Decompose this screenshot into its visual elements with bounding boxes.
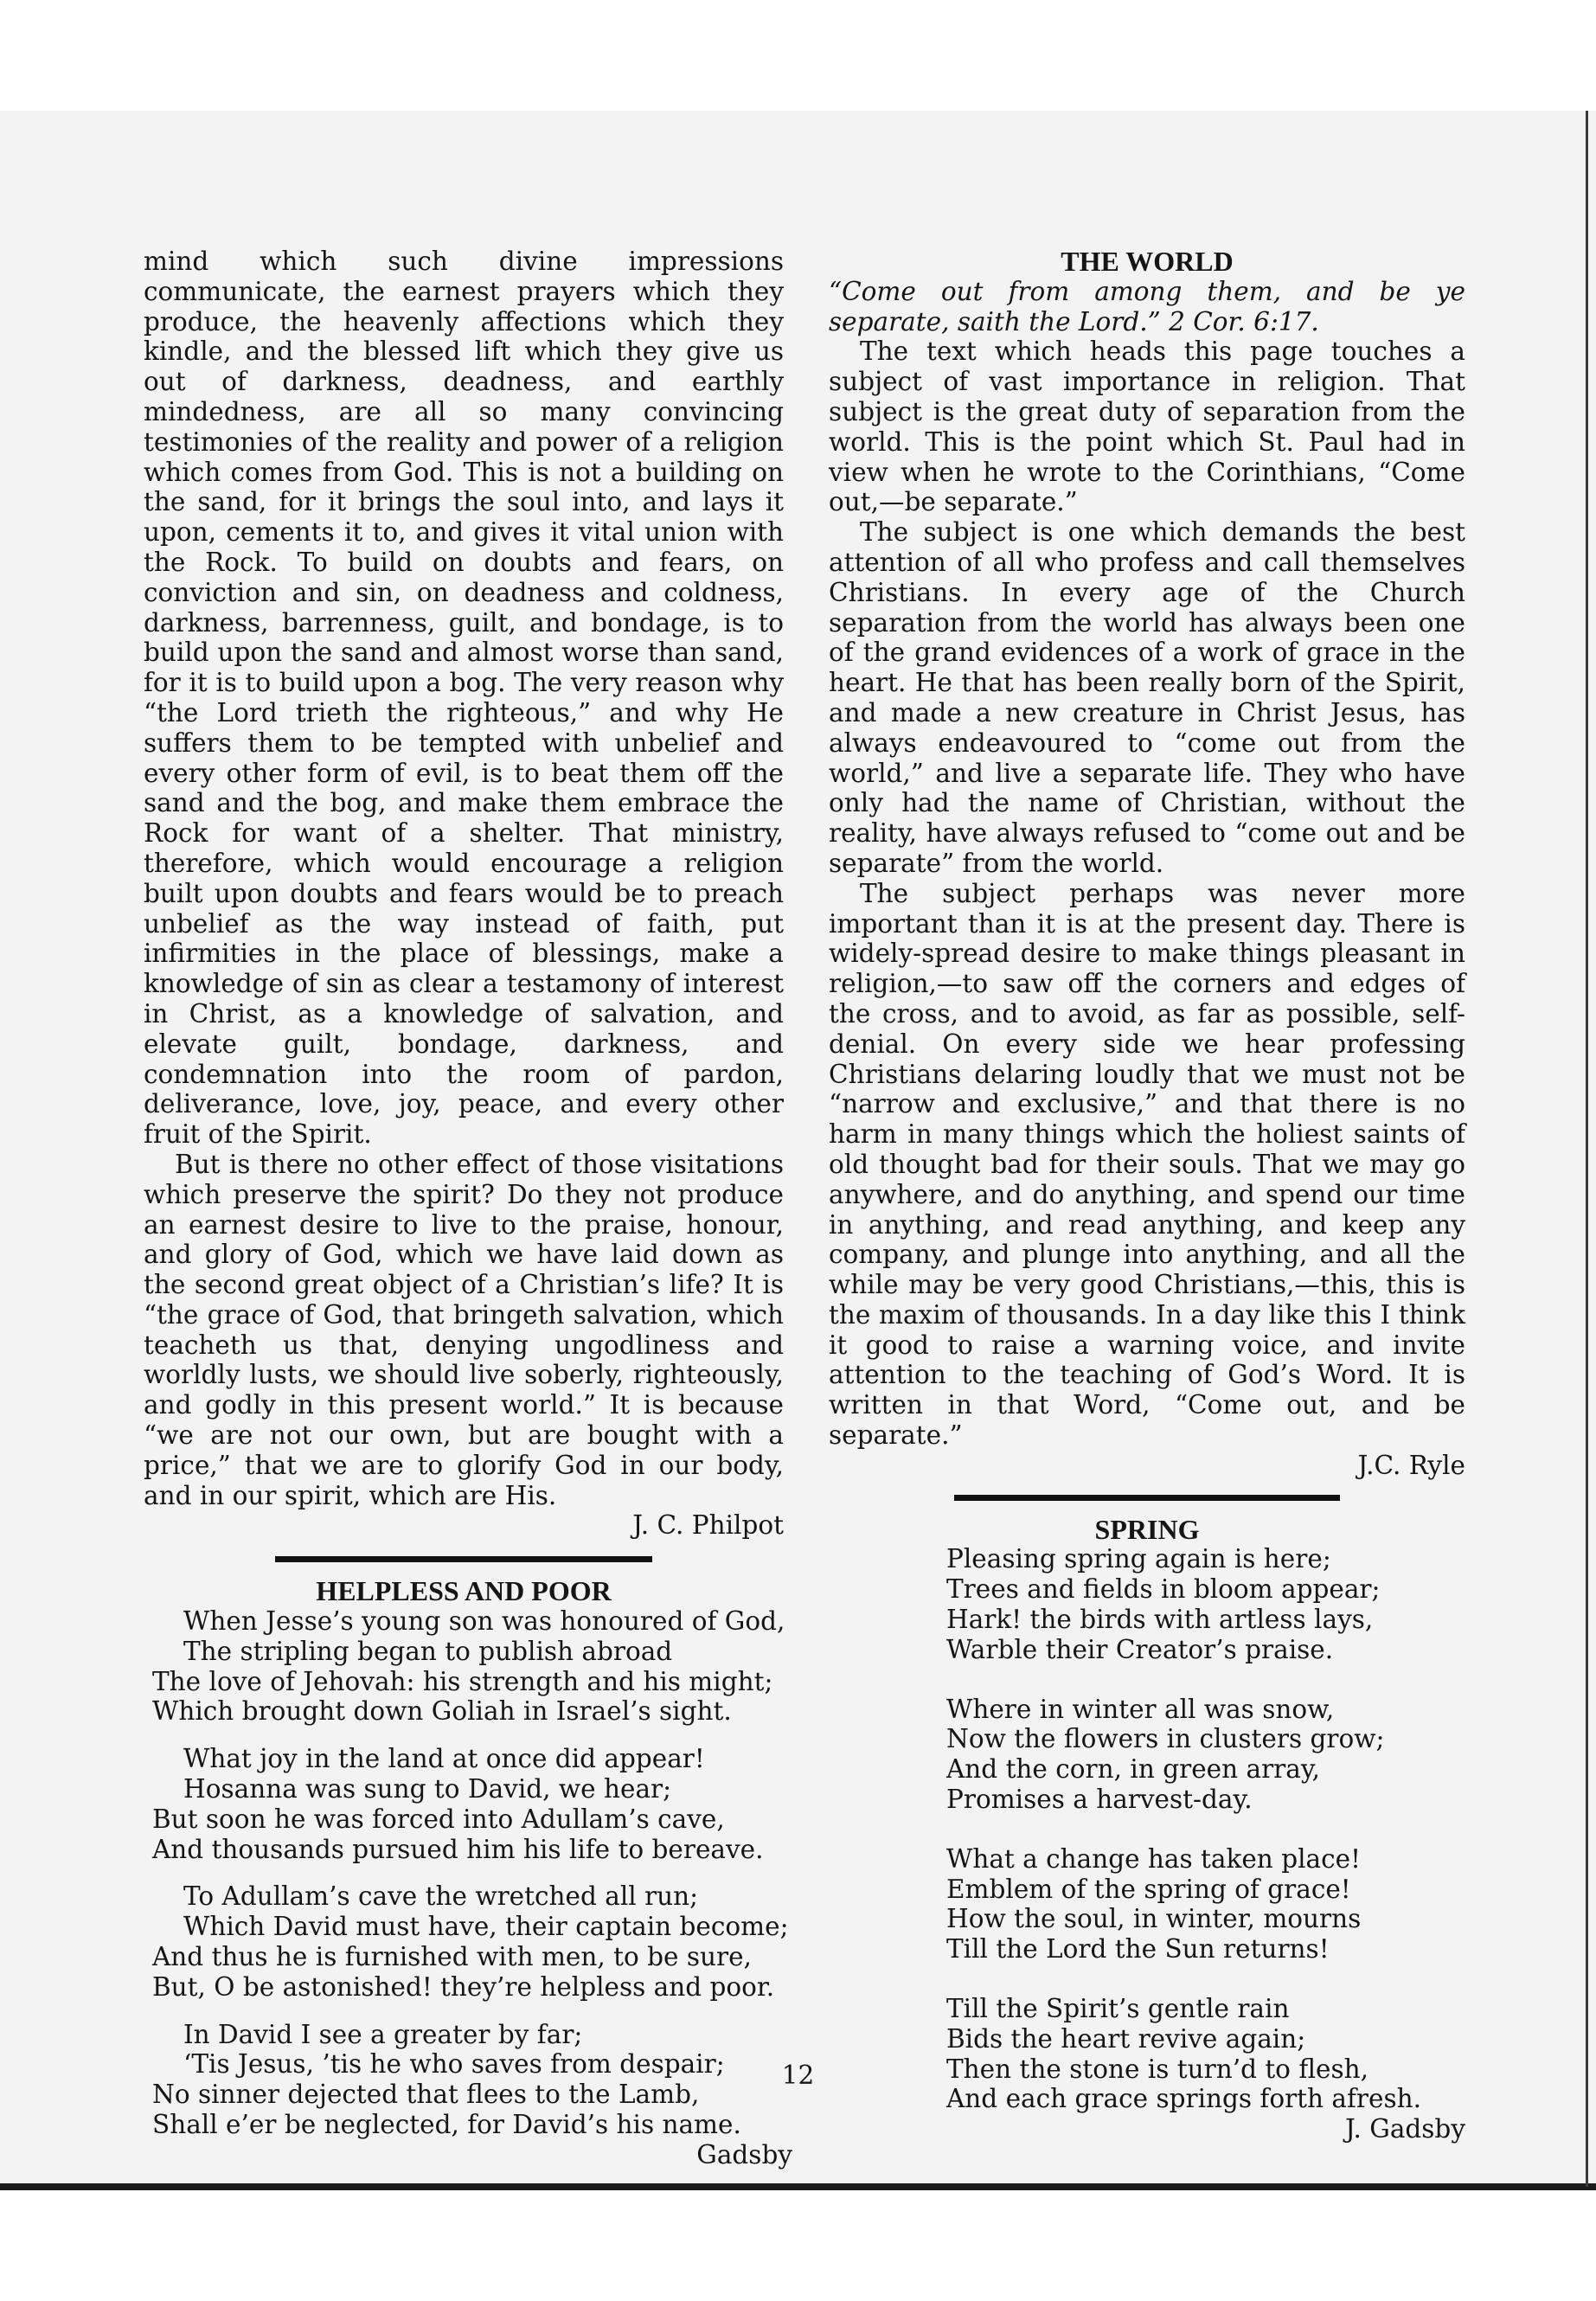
poem-line: Which David must have, their captain become; (183, 1912, 789, 1942)
poem-stanza (152, 1881, 789, 2002)
poem-line: Shall e’er be neglected, for David’s his name. (152, 2110, 741, 2140)
poem-line: To Adullam’s cave the wretched all run; (183, 1881, 699, 1912)
poem-line: And thousands pursued him his life to bereave. (152, 1834, 764, 1864)
section-divider (275, 1556, 652, 1562)
continuation-author: J. C. Philpot (632, 1510, 784, 1541)
article-paragraph: The subject perhaps was never more important than it is at the present day. There is widely-spread desire to make things pleasant in religion,—to saw off the corners and edges of the cross, and to avoid, as far as possible, self-denial. On every side we hear professing Christians delaring loudly that we must not be “narrow and exclusive,” and that there is no harm in many things which the holiest saints of old thought bad for their souls. That we may go anywhere, and do anything, and spend our time in anything, and read anything, and keep any company, and plunge into anything, and all the while may be very good Christians,—this, this is the maxim of thousands. In a day like this I think it good to raise a warning voice, and invite attention to the teaching of God’s Word. It is written in that Word, “Come out, and be separate.” (829, 878, 1465, 1451)
poem-line: Promises a harvest-day. (946, 1785, 1253, 1815)
poem-line: What a change has taken place! (946, 1843, 1361, 1874)
poem-author: Gadsby (696, 2139, 792, 2170)
poem-line: And each grace springs forth afresh. (946, 2084, 1421, 2114)
poem-line: How the soul, in winter, mourns (946, 1904, 1362, 1934)
poem-title: SPRING (1094, 1513, 1200, 1545)
poem-line: Bids the heart revive again; (946, 2023, 1306, 2054)
article-paragraph: The text which heads this page touches a subject of vast importance in religion. That subject is the great duty of separation from the world. This is the point which St. Paul had in view when he wrote to the Corinthians, “Come out,—be separate.” (829, 336, 1465, 517)
poem-stanza (946, 1544, 1465, 1664)
continuation-paragraph: mind which such divine impressions communicate, the earnest prayers which they produce, the heavenly affections which they kindle, and the blessed lift which they give us out of darkness, deadness, and earthly mindedness, are all so many convincing testimonies of the reality and power of a religion which comes from God. This is not a building on the sand, for it brings the soul into, and lays it upon, cements it to, and gives it vital union with the Rock. To build on doubts and fears, on conviction and sin, on deadness and coldness, darkness, barrenness, guilt, and bondage, is to build upon the sand and almost worse than sand, for it is to build upon a bog. The very reason why “the Lord trieth the righteous,” and why He suffers them to be tempted with unbelief and every other form of evil, is to beat them off the sand and the bog, and make them embrace the Rock for want of a shelter. That ministry, therefore, which would encourage a religion built upon doubts and fears would be to preach unbelief as the way instead of faith, put infirmities in the place of blessings, make a knowledge of sin as clear a testamony of interest in Christ, as a knowledge of salvation, and elevate guilt, bondage, darkness, and condemnation into the room of pardon, deliverance, love, joy, peace, and every other fruit of the Spirit. (144, 247, 784, 1150)
poem-stanza (152, 1744, 784, 1864)
poem-stanza (946, 1994, 1465, 2114)
poem-line: But, O be astonished! they’re helpless and poor. (152, 1971, 775, 2002)
poem-line: The love of Jehovah: his strength and his might; (152, 1666, 773, 1696)
right-column (829, 247, 1465, 2144)
page-bottom-edge (0, 2183, 1596, 2190)
poem-line: But soon he was forced into Adullam’s cave, (152, 1804, 725, 1834)
page-number: 12 (781, 2061, 815, 2090)
poem-line: Hark! the birds with artless lays, (946, 1605, 1374, 1635)
poem-stanza (152, 1606, 784, 1727)
poem-line: In David I see a greater by far; (183, 2019, 583, 2049)
poem-line: Till the Spirit’s gentle rain (946, 1994, 1290, 2024)
poem-line: And the corn, in green array, (946, 1754, 1320, 1785)
poem-line: No sinner dejected that flees to the Lamb, (152, 2080, 700, 2110)
poem-stanza (946, 1695, 1465, 1815)
poem-title: HELPLESS AND POOR (316, 1575, 612, 1607)
poem-line: Now the flowers in clusters grow; (946, 1724, 1385, 1754)
poem-line: The stripling began to publish abroad (183, 1636, 673, 1666)
poem-author: J. Gadsby (1344, 2114, 1465, 2144)
poem-line: When Jesse’s young son was honoured of God, (183, 1606, 785, 1637)
poem-line: Trees and fields in bloom appear; (946, 1574, 1381, 1605)
poem-line: Then the stone is turn’d to flesh, (946, 2054, 1368, 2084)
section-divider (954, 1495, 1340, 1501)
left-column (144, 247, 792, 2170)
article-paragraph: The subject is one which demands the best attention of all who profess and call themselves Christians. In every age of the Church separation from the world has always been one of the grand evidences of a work of grace in the heart. He that has been really born of the Spirit, and made a new creature in Christ Jesus, has always endeavoured to “come out from the world,” and live a separate life. They who have only had the name of Christian, without the reality, have always refused to “come out and be separate” from the world. (829, 517, 1465, 878)
page-right-edge (1586, 111, 1588, 2187)
poem-line: Pleasing spring again is here; (946, 1544, 1331, 1574)
poem-line: Till the Lord the Sun returns! (946, 1934, 1330, 1965)
poem-line: Where in winter all was snow, (946, 1694, 1335, 1724)
article-author: J.C. Ryle (1357, 1450, 1465, 1480)
page-margin (0, 2190, 1596, 2301)
poem-line: Warble their Creator’s praise. (946, 1634, 1334, 1664)
poem-stanza (946, 1844, 1465, 1965)
poem-spring (829, 1544, 1465, 2114)
poem-line: Which brought down Goliah in Israel’s sight. (152, 1696, 732, 1727)
poem-line: Emblem of the spring of grace! (946, 1874, 1351, 1904)
article-title: THE WORLD (1061, 246, 1234, 277)
poem-line: Hosanna was sung to David, we hear; (183, 1774, 672, 1804)
article-epigraph: “Come out from among them, and be ye separate, saith the Lord.” 2 Cor. 6:17. (829, 276, 1465, 336)
poem-line: And thus he is furnished with men, to be sure, (152, 1942, 752, 1972)
poem-line: What joy in the land at once did appear! (183, 1744, 705, 1774)
poem-line: ‘Tis Jesus, ’tis he who saves from despair; (183, 2049, 725, 2080)
continuation-paragraph: But is there no other effect of those visitations which preserve the spirit? Do they not produce an earnest desire to live to the praise, honour, and glory of God, which we have laid down as the second great object of a Christian’s life? It is “the grace of God, that bringeth salvation, which teacheth us that, denying ungodliness and worldly lusts, we should live soberly, righteously, and godly in this present world.” It is because “we are not our own, but are bought with a price,” that we are to glorify God in our body, and in our spirit, which are His. (144, 1149, 784, 1510)
